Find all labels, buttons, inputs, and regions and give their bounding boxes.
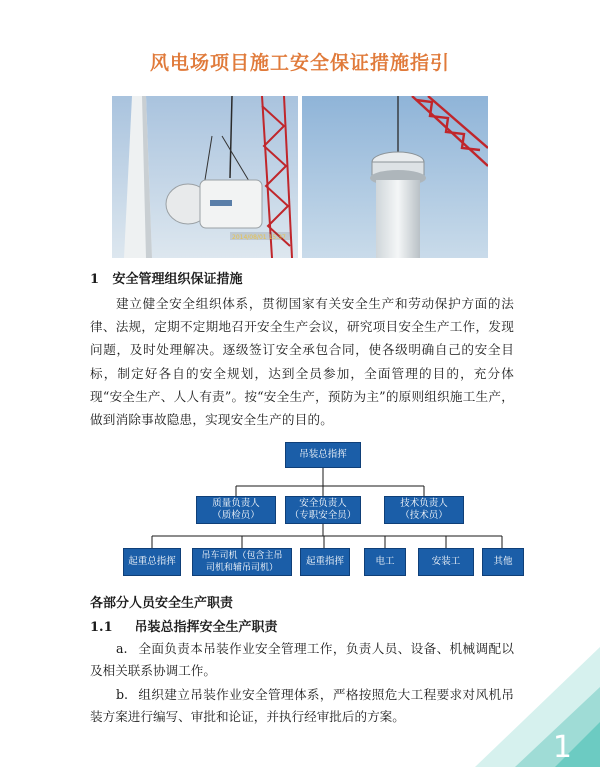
photo-strip — [112, 96, 488, 258]
org-box-crane-driver: 吊车司机（包含主吊 司机和辅吊司机） — [192, 548, 292, 576]
duty-item — [90, 638, 514, 682]
org-box-chief-commander: 吊装总指挥 — [285, 442, 361, 468]
org-box-quality-lead: 质量负责人 （质检员） — [196, 496, 276, 524]
org-box-tech-lead: 技术负责人 （技术员） — [384, 496, 464, 524]
photo-nacelle-lift — [112, 96, 298, 258]
org-box-others: 其他 — [482, 548, 524, 576]
org-box-lifting-signal: 起重指挥 — [300, 548, 350, 576]
duty-item-mark: a. — [116, 641, 128, 656]
section-heading-1 — [90, 268, 243, 287]
page-number: 1 — [552, 730, 572, 765]
org-chart — [118, 438, 530, 578]
subsection-title: 吊装总指挥安全生产职责 — [134, 620, 278, 635]
subsection-heading — [90, 616, 278, 635]
org-box-safety-lead: 安全负责人 （专职安全员） — [285, 496, 361, 524]
org-box-installer: 安装工 — [418, 548, 474, 576]
subsection-number: 1.1 — [90, 620, 113, 635]
photo-timestamp: 2014/08/01 15:37 — [232, 234, 286, 241]
duty-item — [90, 684, 514, 728]
duty-item-text: 全面负责本吊装作业安全管理工作，负责人员、设备、机械调配以及相关联系协调工作。 — [90, 641, 514, 678]
section-paragraph: 建立健全安全组织体系，贯彻国家有关安全生产和劳动保护方面的法律、法规，定期不定期地召开安全生产会议，研究项目安全生产工作，发现问题，及时处理解决。逐级签订安全承包合同，使各级明确自己的安全目标，制定好各自的安全规划，达到全员参加，全面管理的目的，充分体现“安全生产、人人有责”。按“安全生产，预防为主”的原则组织施工生产，做到消除事故隐患，实现安全生产的目的。 — [90, 296, 514, 428]
duty-item-mark: b. — [116, 687, 129, 702]
page-corner-decoration — [475, 647, 600, 767]
page-title: 风电场项目施工安全保证措施指引 — [149, 52, 450, 74]
section-title: 安全管理组织保证措施 — [112, 272, 243, 287]
org-box-lifting-commander: 起重总指挥 — [123, 548, 181, 576]
section-heading-2: 各部分人员安全生产职责 — [90, 596, 234, 611]
org-box-electrician: 电工 — [364, 548, 406, 576]
section-number: 1 — [90, 272, 100, 287]
duty-item-text: 组织建立吊装作业安全管理体系，严格按照危大工程要求对风机吊装方案进行编写、审批和论证，并执行经审批后的方案。 — [90, 687, 514, 724]
photo-tower-top — [302, 96, 488, 258]
